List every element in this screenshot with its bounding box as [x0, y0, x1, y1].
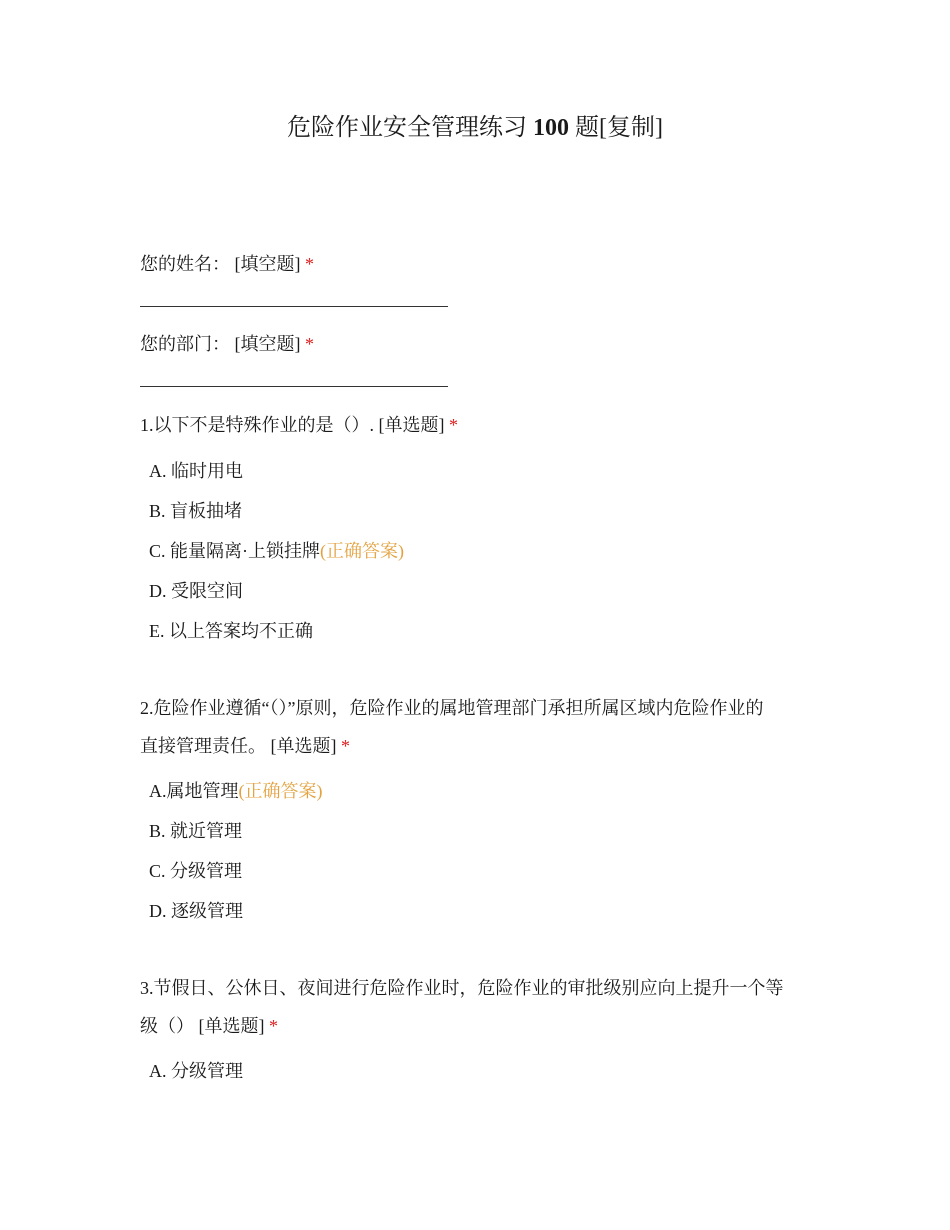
q1-option-a[interactable] [149, 451, 243, 491]
question-type-tag: [单选题] [270, 736, 337, 756]
option-text: A. 分级管理 [149, 1061, 243, 1081]
correct-answer-mark: (正确答案) [320, 541, 404, 561]
question-type-tag: [填空题] [234, 254, 301, 274]
q1-option-d[interactable] [149, 571, 243, 611]
question-stem-line-1: 3.节假日、公休日、夜间进行危险作业时，危险作业的审批级别应向上提升一个等 [140, 978, 784, 998]
field-label: 您的部门： [140, 334, 230, 354]
correct-answer-mark: (正确答案) [238, 781, 323, 801]
question-type-tag: [填空题] [234, 334, 301, 354]
q1-option-e[interactable] [149, 611, 313, 651]
required-marker: * [305, 254, 314, 274]
title-suffix: 题[复制] [575, 115, 663, 141]
question-type-tag: [单选题] [378, 415, 445, 435]
option-text: C. 分级管理 [149, 861, 243, 881]
department-input-line[interactable] [140, 386, 448, 387]
q2-option-c[interactable] [149, 851, 242, 891]
title-number: 100 [533, 115, 569, 141]
option-text: A.属地管理 [149, 781, 239, 801]
option-text: D. 受限空间 [149, 581, 243, 601]
q2-option-d[interactable] [149, 891, 243, 931]
option-text: D. 逐级管理 [149, 901, 243, 921]
question-stem-line-2: 级（） [140, 1016, 194, 1036]
department-field-label [140, 325, 820, 363]
name-field-label [140, 245, 820, 283]
question-3-text [140, 969, 820, 1045]
name-input-line[interactable] [140, 306, 448, 307]
required-marker: * [305, 334, 314, 354]
option-text: A. 临时用电 [149, 461, 243, 481]
q2-option-a[interactable] [149, 771, 323, 811]
required-marker: * [341, 736, 350, 756]
required-marker: * [269, 1016, 278, 1036]
question-stem-line-2: 直接管理责任。 [140, 736, 266, 756]
page-title [0, 108, 950, 148]
question-1-text [140, 406, 820, 444]
required-marker: * [449, 415, 458, 435]
question-stem: 1.以下不是特殊作业的是（）. [140, 415, 374, 435]
q2-option-b[interactable] [149, 811, 242, 851]
option-text: E. 以上答案均不正确 [149, 621, 313, 641]
title-main: 危险作业安全管理练习 [287, 115, 527, 141]
field-label: 您的姓名： [140, 254, 230, 274]
option-text: B. 就近管理 [149, 821, 243, 841]
question-stem-line-1: 2.危险作业遵循“（）”原则，危险作业的属地管理部门承担所属区域内危险作业的 [140, 698, 764, 718]
question-type-tag: [单选题] [198, 1016, 265, 1036]
q3-option-a[interactable] [149, 1051, 243, 1091]
q1-option-c[interactable] [149, 531, 404, 571]
question-2-text [140, 689, 820, 765]
q1-option-b[interactable] [149, 491, 242, 531]
option-text: C. 能量隔离·上锁挂牌 [149, 541, 320, 561]
option-text: B. 盲板抽堵 [149, 501, 243, 521]
